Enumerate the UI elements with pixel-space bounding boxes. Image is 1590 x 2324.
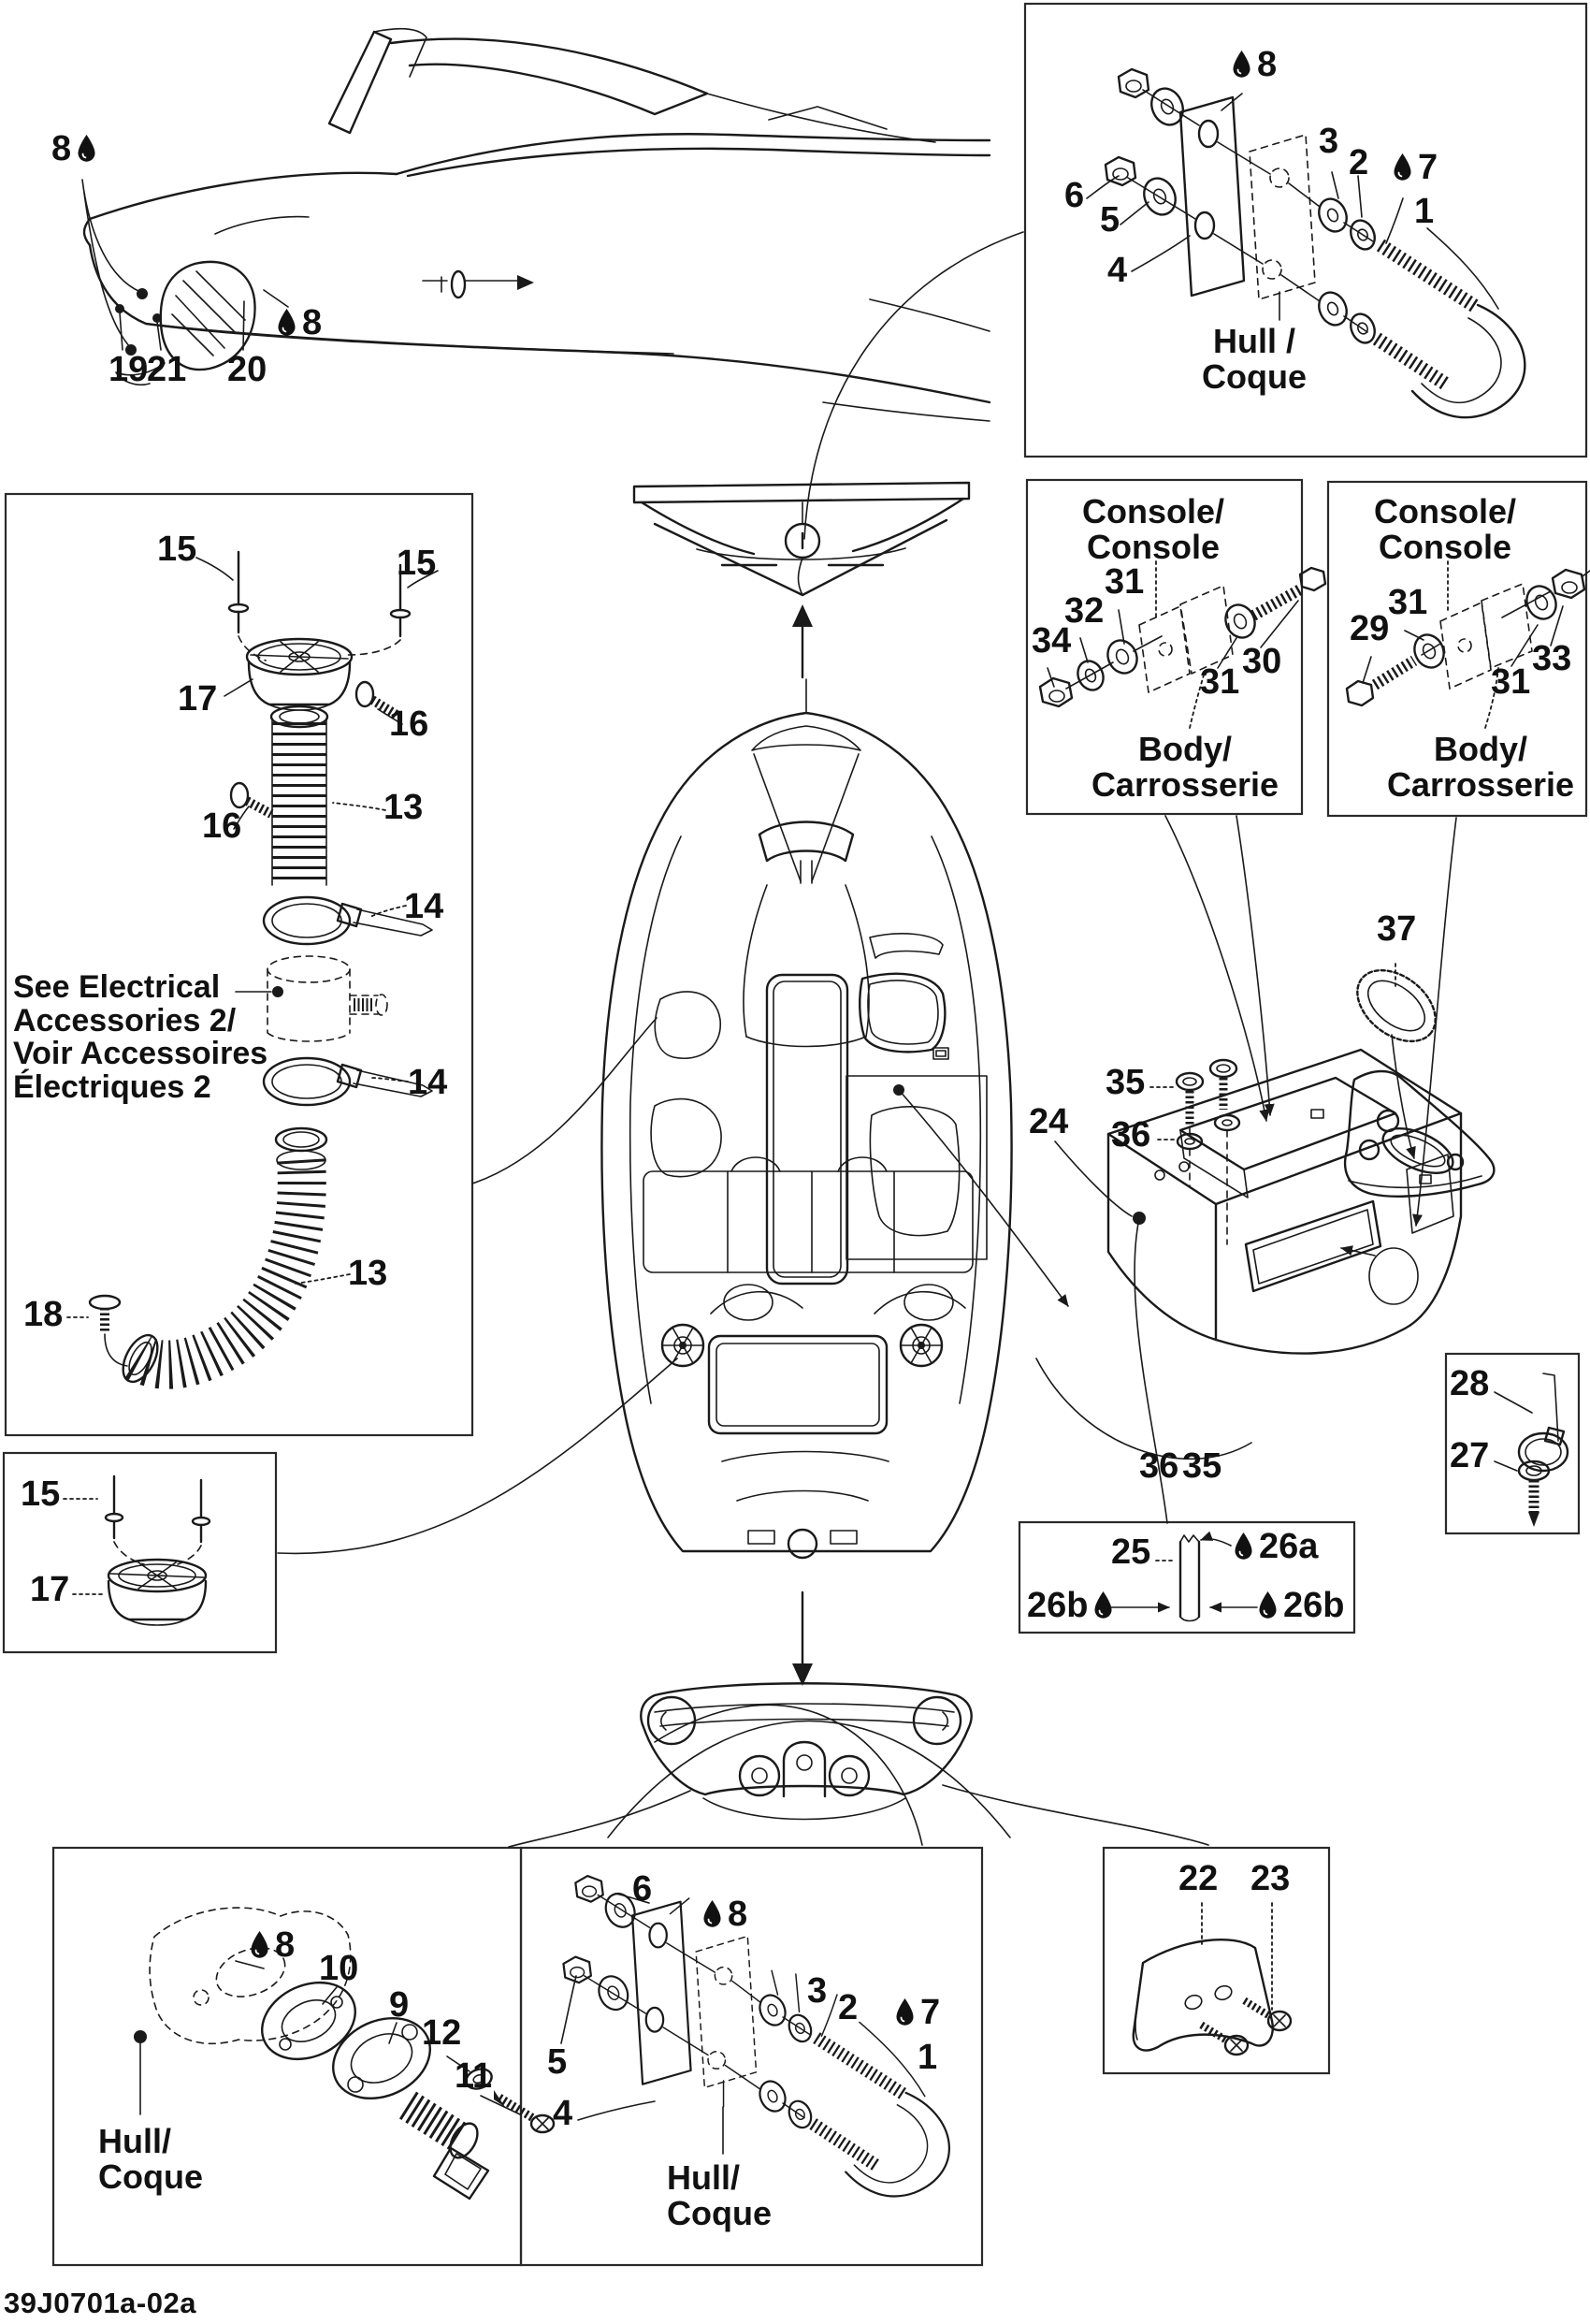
callout-text: 16 [389,704,429,744]
callout-13-a [383,790,423,827]
callout-37 [1377,911,1416,949]
callout-8-tr [1231,47,1277,84]
callout-text: 35 [1106,1063,1146,1102]
callout-6-tr [1064,178,1084,215]
callout-text: 22 [1178,1859,1219,1898]
callout-text: 14 [408,1063,448,1102]
callout-text: 30 [1242,642,1282,681]
callout-30 [1242,644,1281,681]
callout-text: Carrosserie [1386,764,1575,804]
callout-16-b [202,808,241,846]
callout-15-b [397,545,436,583]
callout-text: 13 [383,788,424,827]
callout-26b-left [1027,1588,1114,1625]
droplet-icon [276,309,297,338]
callout-20 [227,352,267,389]
callout-text: 26b [1283,1586,1345,1625]
callout-36-b [1139,1448,1178,1486]
callout-31-1a [1105,564,1144,602]
callout-text: 8 [728,1895,748,1934]
label-body-2 [1386,730,1575,804]
callout-text: 8 [51,129,72,168]
callout-1-bm [918,2040,937,2077]
callout-text: 3 [807,1971,828,2011]
callout-text: 31 [1388,583,1428,622]
callout-text: See Electrical [13,969,221,1005]
callout-23 [1250,1861,1290,1898]
callout-text: 26b [1027,1586,1089,1625]
callout-text: 26a [1259,1527,1319,1566]
callout-text: Hull/ [667,2158,740,2197]
callout-text: 24 [1029,1102,1069,1141]
label-hull-coque-tr [1193,324,1315,395]
callout-text: 32 [1064,591,1105,631]
callout-text: 13 [348,1254,388,1293]
label-hull-coque-bl [98,2124,203,2195]
callout-9 [389,1987,409,2025]
callout-text: 18 [23,1295,64,1334]
label-console-2 [1374,492,1517,566]
label-see-electrical [13,971,267,1105]
callout-12 [422,2015,461,2053]
callout-13-b [348,1256,387,1293]
callout-28 [1450,1366,1489,1403]
callout-17 [178,681,217,719]
callout-text: 6 [632,1869,653,1909]
callout-text: 35 [1182,1446,1222,1486]
callout-text: Accessories 2/ [13,1002,237,1039]
callout-text: 23 [1250,1859,1291,1898]
callout-text: 7 [1418,148,1438,187]
callout-text: 1 [1414,192,1435,231]
callout-text: 9 [389,1985,410,2025]
callout-text: 15 [21,1474,61,1514]
callout-text: Console [1379,527,1512,566]
callout-35-a [1106,1065,1145,1102]
callout-21 [147,352,186,389]
callout-text: 8 [275,1925,296,1965]
droplet-icon [1092,1591,1114,1620]
callout-2-bm [838,1990,858,2027]
callout-text: 5 [1100,200,1120,240]
callout-24 [1029,1104,1068,1141]
callout-17-b [30,1572,69,1609]
callout-text: Body/ [1433,730,1527,768]
callout-8-bm [701,1896,747,1934]
callout-text: 2 [1349,143,1369,182]
callout-31-2a [1388,585,1427,622]
callout-35-b [1182,1448,1221,1486]
callout-2-tr [1349,145,1368,182]
callout-text: 16 [202,806,242,846]
callout-text: Carrosserie [1091,764,1279,804]
callout-3-tr [1319,123,1338,161]
droplet-icon [894,1998,916,2027]
callout-text: Coque [98,2157,203,2196]
callout-text: 27 [1450,1436,1490,1475]
callout-text: 10 [319,1949,359,1988]
callout-text: 36 [1139,1446,1179,1486]
callout-text: 8 [1257,45,1278,84]
callout-text: Console [1087,527,1221,566]
droplet-icon [701,1900,723,1929]
droplet-icon [1392,153,1413,182]
callout-27 [1450,1438,1489,1475]
callout-text: 33 [1532,639,1572,678]
callout-25 [1111,1534,1150,1572]
callout-text: 14 [404,887,444,926]
callout-text: 5 [547,2042,568,2082]
callout-5-bm [547,2044,567,2082]
callout-text: Body/ [1137,730,1232,768]
callout-8-bow-seal [51,131,97,168]
callout-text: 17 [30,1570,70,1609]
callout-text: Hull / [1213,322,1295,360]
callout-text: 17 [178,679,218,719]
callout-text: 21 [147,350,187,389]
callout-text: 31 [1105,562,1145,602]
callout-31-1b [1200,664,1239,702]
callout-text: 19 [108,350,149,389]
callout-text: 28 [1450,1364,1490,1403]
callout-text: 25 [1111,1532,1151,1572]
callout-31-2b [1491,664,1530,702]
droplet-icon [76,135,97,164]
callout-26b-right [1257,1588,1344,1625]
callout-text: 37 [1377,909,1417,949]
callout-text: 34 [1032,621,1072,661]
callout-8-bl [249,1927,295,1965]
callout-text: 31 [1491,662,1531,702]
callout-text: 6 [1064,176,1085,215]
callout-4-tr [1107,253,1127,290]
callout-text: 11 [455,2056,493,2096]
label-hull-coque-bm [667,2160,772,2231]
callout-10 [319,1951,358,1988]
callout-text: Coque [1202,356,1307,396]
callout-text: 4 [1107,251,1128,290]
callout-text: Hull/ [98,2122,171,2160]
callout-16-a [389,706,428,744]
callout-text: 15 [157,530,197,569]
callout-5-tr [1100,202,1120,240]
label-body-1 [1091,730,1279,804]
callout-text: 2 [838,1988,859,2027]
callout-text: Console/ [1374,492,1517,530]
callout-text: 7 [920,1993,941,2032]
callout-4-bm [553,2096,572,2133]
callout-text: 12 [422,2013,462,2053]
callout-36-a [1111,1117,1150,1155]
callout-text: 1 [918,2038,938,2077]
droplet-icon [249,1931,270,1960]
callout-14-b [408,1065,447,1102]
callout-text: 3 [1319,122,1339,161]
callout-11 [455,2058,492,2096]
droplet-icon [1233,1532,1254,1561]
callout-3-bm [807,1973,827,2011]
callout-text: Électriques 2 [13,1069,211,1106]
callout-22 [1178,1861,1218,1898]
callout-1-tr [1414,194,1434,231]
callout-text: 31 [1200,662,1240,702]
callout-26a [1233,1529,1318,1566]
callout-text: 4 [553,2094,573,2133]
callout-19 [108,352,148,389]
callout-15-a [157,531,196,569]
label-console-1 [1082,492,1225,566]
callout-8-rivet [276,305,322,342]
drawing-number: 39J0701a-02a [4,2287,196,2319]
callout-text: 8 [302,303,323,342]
callout-15-c [21,1476,60,1514]
callout-34 [1032,623,1071,661]
callout-text: Console/ [1082,492,1225,530]
callout-text: Voir Accessoires [13,1036,268,1072]
callout-text: 36 [1111,1115,1151,1155]
callout-29 [1350,611,1389,648]
callout-7-tr [1392,150,1438,187]
droplet-icon [1257,1591,1279,1620]
callout-6-bm [632,1871,652,1909]
callout-18 [23,1297,63,1334]
callout-text: 15 [397,544,437,583]
callout-text: 20 [227,350,267,389]
callout-7-bm [894,1995,940,2032]
callout-text: 29 [1350,609,1390,648]
callout-33 [1532,641,1571,678]
callout-14-a [404,889,443,926]
droplet-icon [1231,51,1252,80]
callout-text: Coque [667,2193,772,2232]
